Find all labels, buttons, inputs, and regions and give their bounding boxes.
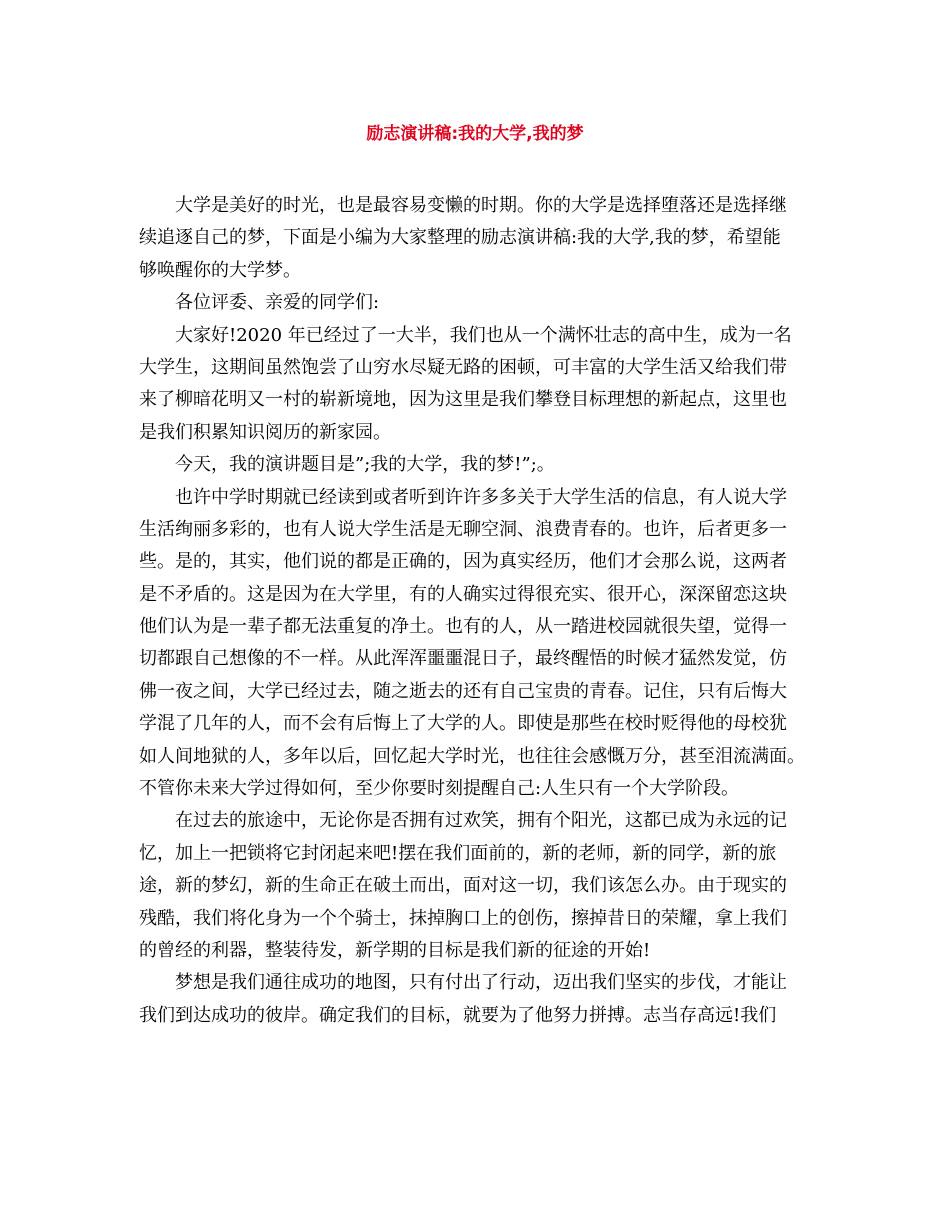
text-line: 些。是的，其实，他们说的都是正确的，因为真实经历，他们才会那么说，这两者 — [139, 551, 787, 573]
text-line: 在过去的旅途中，无论你是否拥有过欢笑，拥有个阳光，这都已成为永远的记 — [175, 810, 787, 832]
text-line: 如人间地狱的人，多年以后，回忆起大学时光，也往往会感慨万分，甚至泪流满面。 — [139, 745, 805, 767]
text-line: 切都跟自己想像的不一样。从此浑浑噩噩混日子，最终醒悟的时候才猛然发觉，仿 — [139, 648, 787, 670]
text-line: 续追逐自己的梦，下面是小编为大家整理的励志演讲稿:我的大学,我的梦，希望能 — [139, 227, 781, 249]
text-line: 是我们积累知识阅历的新家园。 — [139, 421, 391, 443]
text-line: 够唤醒你的大学梦。 — [139, 259, 301, 281]
text-line: 也许中学时期就已经读到或者听到许许多多关于大学生活的信息，有人说大学 — [175, 486, 787, 508]
document-title: 励志演讲稿:我的大学,我的梦 — [366, 124, 584, 144]
text-line: 忆，加上一把锁将它封闭起来吧!摆在我们面前的，新的老师，新的同学，新的旅 — [139, 842, 777, 864]
text-line: 大家好!2020 年已经过了一大半，我们也从一个满怀壮志的高中生，成为一名 — [175, 324, 792, 346]
text-line: 是不矛盾的。这是因为在大学里，有的人确实过得很充实、很开心，深深留恋这块 — [139, 583, 787, 605]
text-line: 大学生，这期间虽然饱尝了山穷水尽疑无路的困顿，可丰富的大学生活又给我们带 — [139, 356, 787, 378]
text-line: 梦想是我们通往成功的地图，只有付出了行动，迈出我们坚实的步伐，才能让 — [175, 972, 787, 994]
text-line: 他们认为是一辈子都无法重复的净土。也有的人，从一踏进校园就很失望，觉得一 — [139, 616, 787, 638]
text-line: 大学是美好的时光，也是最容易变懒的时期。你的大学是选择堕落还是选择继 — [175, 195, 787, 216]
text-line: 佛一夜之间，大学已经过去，随之逝去的还有自己宝贵的青春。记住，只有后悔大 — [139, 680, 787, 702]
text-line: 的曾经的利器，整装待发，新学期的目标是我们新的征途的开始! — [139, 939, 651, 961]
text-line: 生活绚丽多彩的，也有人说大学生活是无聊空洞、浪费青春的。也许，后者更多一 — [139, 518, 787, 540]
text-line: 来了柳暗花明又一村的崭新境地，因为这里是我们攀登目标理想的新起点，这里也 — [139, 389, 787, 411]
document-body — [139, 190, 821, 1032]
text-line: 残酷，我们将化身为一个个骑士，抹掉胸口上的创伤，擦掉昔日的荣耀，拿上我们 — [139, 907, 787, 929]
text-line: 途，新的梦幻，新的生命正在破土而出，面对这一切，我们该怎么办。由于现实的 — [139, 875, 787, 897]
text-line: 今天，我的演讲题目是”;我的大学，我的梦!”;。 — [175, 454, 555, 476]
text-line: 各位评委、亲爱的同学们: — [175, 292, 380, 314]
text-line: 不管你未来大学过得如何，至少你要时刻提醒自己:人生只有一个大学阶段。 — [139, 778, 740, 800]
text-line: 学混了几年的人，而不会有后悔上了大学的人。即使是那些在校时贬得他的母校犹 — [139, 713, 787, 735]
text-line: 我们到达成功的彼岸。确定我们的目标，就要为了他努力拼搏。志当存高远!我们 — [139, 1004, 777, 1026]
